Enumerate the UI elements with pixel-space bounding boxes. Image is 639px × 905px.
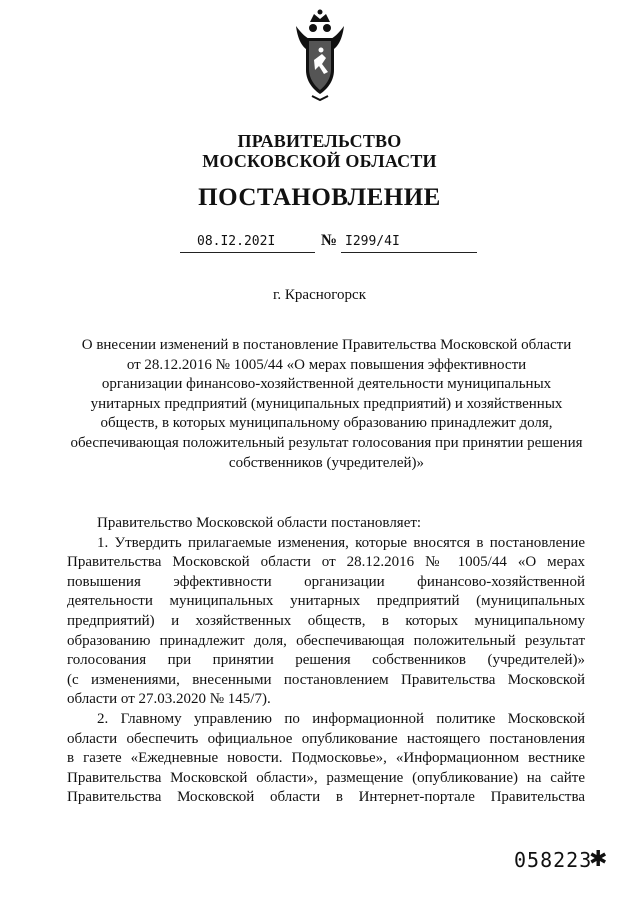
document-number: I299/4I [345, 234, 400, 249]
body-line: Правительства Московской области от 28.12.2016 № 1005/44 «О мерах [67, 554, 585, 571]
subject-line: О внесении изменений в постановление Правительства Московской области [81, 337, 572, 353]
document-subject [66, 336, 587, 473]
body-line: в газете «Ежедневные новости. Подмосковье», «Информационном вестнике [67, 750, 585, 767]
body-line: повышения эффективности организации финансово-хозяйственной [67, 573, 585, 590]
subject-line: от 28.12.2016 № 1005/44 «О мерах повышения эффективности [126, 356, 527, 373]
number-sign: № [321, 232, 338, 249]
body-line: 2. Главному управлению по информационной политике Московской [97, 710, 585, 727]
serial-number: 058223 [514, 848, 593, 872]
subject-line: унитарных предприятий (муниципальных предприятий) и хозяйственных [90, 395, 563, 412]
body-line: деятельности муниципальных унитарных предприятий (муниципальных [67, 593, 585, 610]
document-body [67, 514, 585, 808]
asterisk-mark-icon: ✱ [589, 847, 608, 872]
body-line: Правительство Московской области постановляет: [97, 515, 422, 531]
organization-title-line2: МОСКОВСКОЙ ОБЛАСТИ [202, 151, 437, 171]
document-date: 08.I2.202I [197, 234, 276, 249]
body-line: голосования при принятии решения собственников (учредителей)» [67, 652, 585, 669]
body-line: 1. Утвердить прилагаемые изменения, которые вносятся в постановление [97, 534, 585, 551]
subject-line: обеспечивающая положительный результат голосования при принятии решения [70, 434, 583, 451]
body-line: области от 27.03.2020 № 145/7). [67, 691, 271, 708]
organization-title-line1: ПРАВИТЕЛЬСТВО [237, 131, 402, 151]
body-line: (с изменениями, внесенными постановлением Правительства Московской [67, 671, 585, 688]
subject-line: собственников (учредителей)» [228, 454, 425, 471]
coat-of-arms-icon [292, 8, 348, 102]
body-line: Правительства Московской области в Интернет-портале Правительства [67, 789, 585, 806]
subject-line: организации финансово-хозяйственной деятельности муниципальных [101, 376, 552, 393]
city-label: г. Красногорск [272, 287, 367, 303]
subject-line: обществ, в которых муниципальному образованию принадлежит доля, [100, 415, 553, 432]
body-line: области обеспечить официальное опубликование настоящего постановления [67, 730, 585, 747]
body-line: предприятий) и хозяйственных обществ, в которых муниципальному [67, 612, 585, 629]
body-line: Правительства Московской области», размещение (опубликование) на сайте [67, 769, 585, 786]
body-line: образованию принадлежит доля, обеспечивающая положительный результат [67, 632, 585, 649]
document-type-title: ПОСТАНОВЛЕНИЕ [198, 184, 441, 211]
